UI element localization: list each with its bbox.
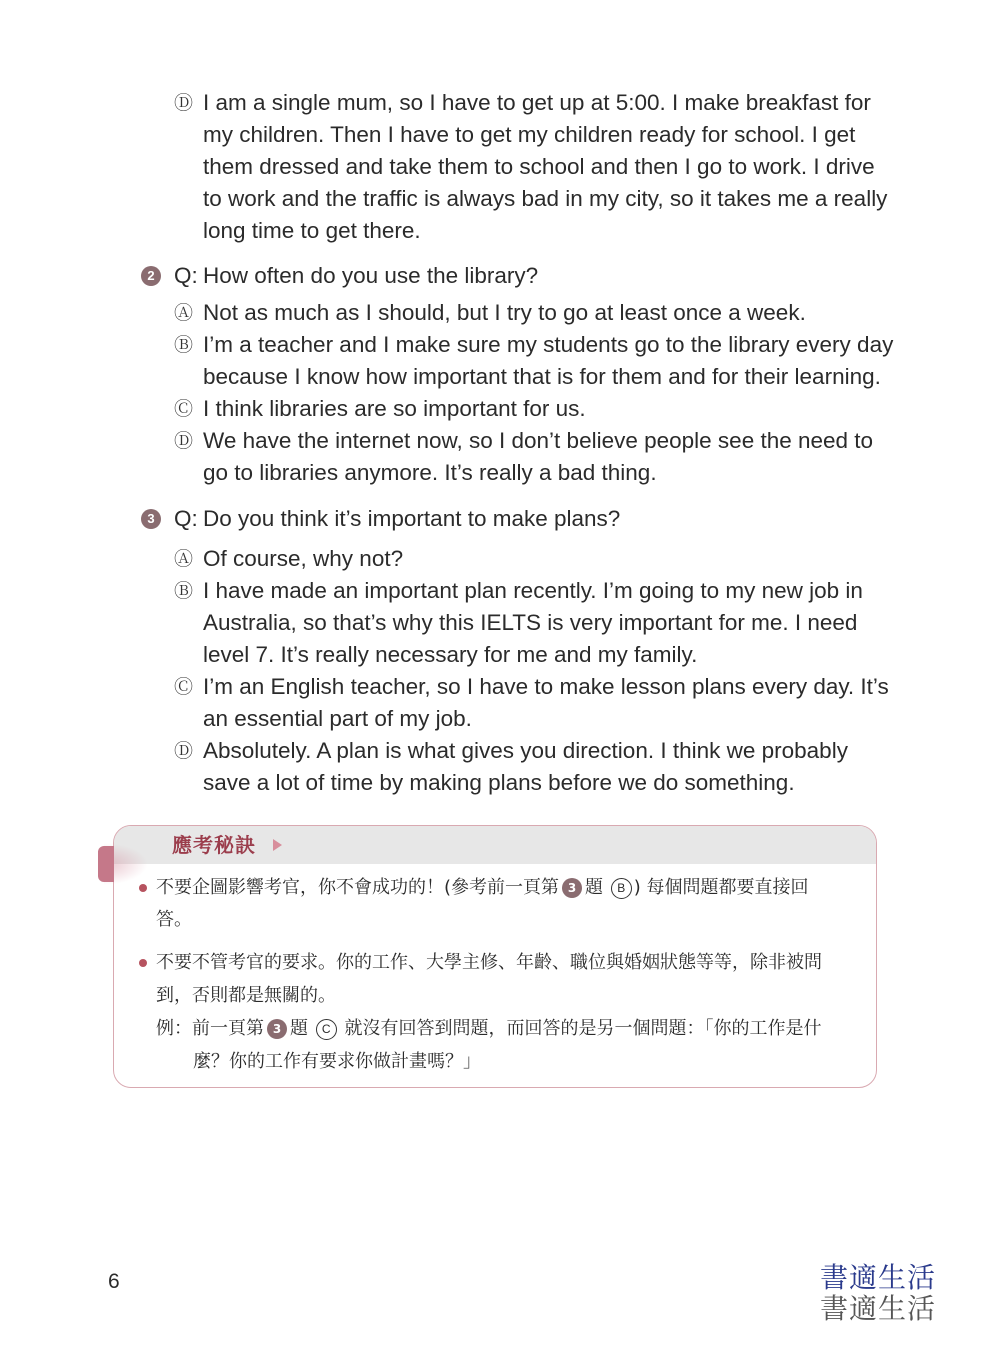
option-text-line: I think libraries are so important for us.: [203, 396, 586, 421]
question-text: How often do you use the library?: [203, 263, 539, 288]
option-text-line: level 7. It’s really necessary for me and my family.: [203, 642, 698, 667]
option-letter-circle: C: [316, 1019, 337, 1040]
tip-text-line: 不要不管考官的要求。你的工作、大學主修、年齡、職位與婚姻狀態等等，除非被問: [156, 952, 822, 973]
option-text-line: We have the internet now, so I don’t believe people see the need to: [203, 428, 874, 453]
question-number-badge: 2: [141, 266, 161, 286]
option-text-line: I am a single mum, so I have to get up at 5:00. I make breakfast for: [203, 90, 871, 115]
tab-marker-decoration: [98, 846, 114, 882]
option-letter: Ⓓ: [174, 741, 194, 762]
tip-text-line: 不要企圖影響考官，你不會成功的！(參考前一頁第 3 題 B ) 每個問題都要直接回: [156, 877, 809, 898]
question-number-badge: 3: [562, 878, 582, 898]
tip-text-line: 到，否則都是無關的。: [156, 985, 336, 1006]
option-text-line: Of course, why not?: [203, 546, 404, 571]
question-label: Q:: [174, 263, 198, 288]
question-number-badge: 3: [141, 509, 161, 529]
option-letter: Ⓑ: [174, 581, 194, 602]
question-label: Q:: [174, 506, 198, 531]
option-text-line: I’m an English teacher, so I have to make lesson plans every day. It’s: [203, 674, 889, 699]
option-text-line: an essential part of my job.: [203, 706, 472, 731]
watermark-logo-line1: 書適生活: [820, 1261, 937, 1294]
option-text-line: save a lot of time by making plans before we do something.: [203, 770, 795, 795]
bullet-dot-icon: [139, 959, 147, 967]
question-number-badge: 3: [267, 1019, 287, 1039]
bullet-dot-icon: [139, 884, 147, 892]
play-arrow-icon: [273, 839, 282, 851]
option-letter: Ⓓ: [174, 431, 194, 452]
option-text-line: I have made an important plan recently. I’m going to my new job in: [203, 578, 863, 603]
page-number: 6: [108, 1270, 120, 1293]
tips-header: [114, 826, 876, 864]
option-letter: Ⓐ: [174, 549, 194, 570]
option-text-line: long time to get there.: [203, 218, 421, 243]
tip-text-line: 麼？你的工作有要求你做計畫嗎？」: [193, 1051, 481, 1072]
option-letter-circle: B: [611, 878, 632, 899]
option-text-line: my children. Then I have to get my children ready for school. I get: [203, 122, 856, 147]
option-text-line: because I know how important that is for them and for their learning.: [203, 364, 881, 389]
option-text-line: Absolutely. A plan is what gives you direction. I think we probably: [203, 738, 848, 763]
tip-text-line: 例：前一頁第 3 題 C 就沒有回答到問題，而回答的是另一個問題：「你的工作是什: [156, 1018, 822, 1039]
option-text-line: them dressed and take them to school and then I go to work. I drive: [203, 154, 875, 179]
option-text-line: Not as much as I should, but I try to go at least once a week.: [203, 300, 806, 325]
question-text: Do you think it’s important to make plans?: [203, 506, 621, 531]
tips-title: 應考秘訣: [172, 833, 256, 857]
option-letter: Ⓒ: [174, 677, 194, 698]
tip-text-line: 答。: [156, 909, 192, 930]
option-letter: Ⓑ: [174, 335, 194, 356]
watermark-logo-line2: 書適生活: [820, 1292, 937, 1325]
option-letter: Ⓐ: [174, 303, 194, 324]
option-letter: Ⓒ: [174, 399, 194, 420]
option-text-line: go to libraries anymore. It’s really a bad thing.: [203, 460, 657, 485]
option-text-line: I’m a teacher and I make sure my students go to the library every day: [203, 332, 894, 357]
option-text-line: to work and the traffic is always bad in my city, so it takes me a really: [203, 186, 888, 211]
option-text-line: Australia, so that’s why this IELTS is very important for me. I need: [203, 610, 858, 635]
option-letter: Ⓓ: [174, 93, 194, 114]
